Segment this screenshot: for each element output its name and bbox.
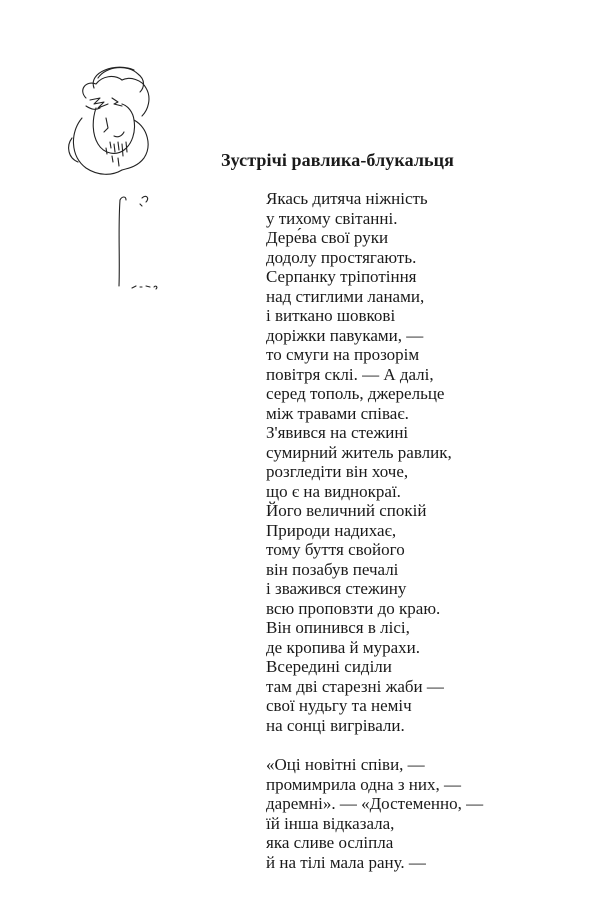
poem-line: Якась дитяча ніжність bbox=[266, 189, 428, 208]
poem-title: Зустрічі равлика-блукальця bbox=[221, 150, 454, 170]
poem-line: всю проповзти до краю. bbox=[266, 598, 441, 618]
poem-line: на сонці вигрівали. bbox=[266, 715, 405, 735]
poem-line: Серпанку тріпотіння bbox=[266, 267, 417, 286]
poem-line: «Оці новітні співи, — bbox=[266, 755, 425, 774]
poem-line: промимрила одна з них, — bbox=[266, 774, 461, 794]
poem-line: тому буття свойого bbox=[266, 540, 405, 559]
poem-line: над стиглими ланами, bbox=[266, 286, 425, 306]
poem-line: що є на виднокраї. bbox=[266, 481, 401, 501]
poem-line: Він опинився в лісі, bbox=[266, 618, 410, 637]
poem-line: і зважився стежину bbox=[266, 579, 407, 598]
poem-line: їй інша відказала, bbox=[266, 813, 395, 833]
poem-line: додолу простягають. bbox=[266, 247, 417, 267]
poem-line: доріжки павуками, — bbox=[266, 325, 424, 345]
poem-line: розгледіти він хоче, bbox=[266, 462, 409, 481]
stanza-2 bbox=[266, 755, 586, 872]
poem-line: він позабув печалі bbox=[266, 559, 399, 579]
poem-line: й на тілі мала рану. — bbox=[266, 852, 426, 872]
poem-line: даремні». — «Достеменно, — bbox=[266, 794, 484, 813]
stanza-1 bbox=[266, 189, 586, 735]
poem-body bbox=[266, 189, 586, 872]
poem-line: де кропива й мурахи. bbox=[266, 637, 420, 657]
poem-line: серед тополь, джерельце bbox=[266, 384, 445, 403]
poem-line: там дві старезні жаби — bbox=[266, 676, 444, 696]
poem-line: Природи надихає, bbox=[266, 520, 397, 540]
poem-line: сумирний житель равлик, bbox=[266, 442, 452, 462]
poem-line: то смуги на прозорім bbox=[266, 345, 420, 364]
poem-line: і виткано шовкові bbox=[266, 306, 396, 325]
poem-line: Його величний спокій bbox=[266, 501, 427, 520]
poem-line: свої нудьгу та неміч bbox=[266, 696, 412, 715]
ink-sketch-face-icon bbox=[56, 58, 176, 298]
poem-line: у тихому світанні. bbox=[266, 208, 398, 228]
poem-line: яка сливе осліпла bbox=[266, 833, 394, 852]
poem-line: Дере́ва свої руки bbox=[266, 228, 389, 247]
poem-line: повітря склі. — А далі, bbox=[266, 364, 434, 384]
poem-line: З'явився на стежині bbox=[266, 423, 409, 442]
poem-line: між травами співає. bbox=[266, 403, 409, 423]
poem-line: Всередині сиділи bbox=[266, 657, 392, 676]
